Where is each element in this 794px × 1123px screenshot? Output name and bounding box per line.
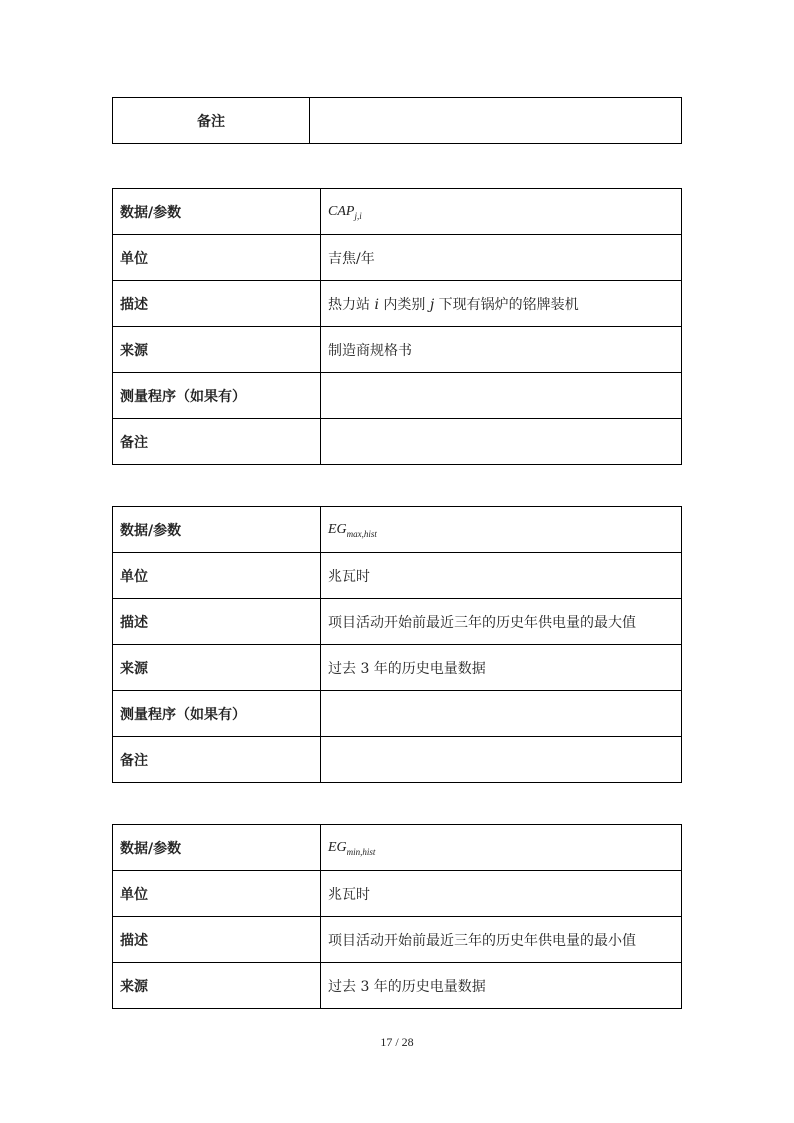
unit-label: 单位: [113, 871, 321, 917]
description-label: 描述: [113, 281, 321, 327]
table-row: [113, 189, 682, 235]
remarks-value: [310, 98, 682, 144]
table-row: [113, 737, 682, 783]
unit-label: 单位: [113, 553, 321, 599]
remarks-label: 备注: [113, 98, 310, 144]
parameter-symbol: $CAP_{j,i}$: [328, 203, 362, 221]
remarks-value: [321, 737, 682, 783]
table-row: [113, 917, 682, 963]
data-param-value: [321, 507, 682, 553]
table-row: [113, 98, 682, 144]
table-row: [113, 599, 682, 645]
parameter-symbol: $EG_{max,hist}$: [328, 521, 377, 539]
table-row: [113, 507, 682, 553]
table-row: [113, 327, 682, 373]
description-value: 项目活动开始前最近三年的历史年供电量的最小值: [321, 917, 682, 963]
table-row: [113, 825, 682, 871]
unit-value: 兆瓦时: [321, 871, 682, 917]
data-param-value: [321, 189, 682, 235]
remarks-table-top: [112, 97, 682, 144]
table-row: [113, 419, 682, 465]
source-label: 来源: [113, 645, 321, 691]
table-row: [113, 281, 682, 327]
source-value: 制造商规格书: [321, 327, 682, 373]
source-value: 过去 3 年的历史电量数据: [321, 645, 682, 691]
table-row: [113, 645, 682, 691]
remarks-label: 备注: [113, 737, 321, 783]
data-param-value: [321, 825, 682, 871]
page-number: 17 / 28: [380, 1035, 414, 1049]
description-value: 热力站 i 内类别 j 下现有锅炉的铭牌装机: [321, 281, 682, 327]
measurement-value: [321, 691, 682, 737]
data-param-label: 数据/参数: [113, 825, 321, 871]
parameter-table-egmax: [112, 506, 682, 783]
source-value: 过去 3 年的历史电量数据: [321, 963, 682, 1009]
parameter-table-egmin: [112, 824, 682, 1009]
table-row: [113, 691, 682, 737]
table-row: [113, 373, 682, 419]
table-row: [113, 871, 682, 917]
data-param-label: 数据/参数: [113, 189, 321, 235]
parameter-table-cap: [112, 188, 682, 465]
remarks-label: 备注: [113, 419, 321, 465]
parameter-symbol: $EG_{min,hist}$: [328, 839, 376, 857]
table-row: [113, 235, 682, 281]
remarks-value: [321, 419, 682, 465]
source-label: 来源: [113, 327, 321, 373]
unit-value: 吉焦/年: [321, 235, 682, 281]
description-label: 描述: [113, 917, 321, 963]
data-param-label: 数据/参数: [113, 507, 321, 553]
table-row: [113, 553, 682, 599]
source-label: 来源: [113, 963, 321, 1009]
measurement-value: [321, 373, 682, 419]
unit-label: 单位: [113, 235, 321, 281]
table-row: [113, 963, 682, 1009]
description-value: 项目活动开始前最近三年的历史年供电量的最大值: [321, 599, 682, 645]
description-label: 描述: [113, 599, 321, 645]
measurement-label: 测量程序（如果有）: [113, 691, 321, 737]
unit-value: 兆瓦时: [321, 553, 682, 599]
measurement-label: 测量程序（如果有）: [113, 373, 321, 419]
